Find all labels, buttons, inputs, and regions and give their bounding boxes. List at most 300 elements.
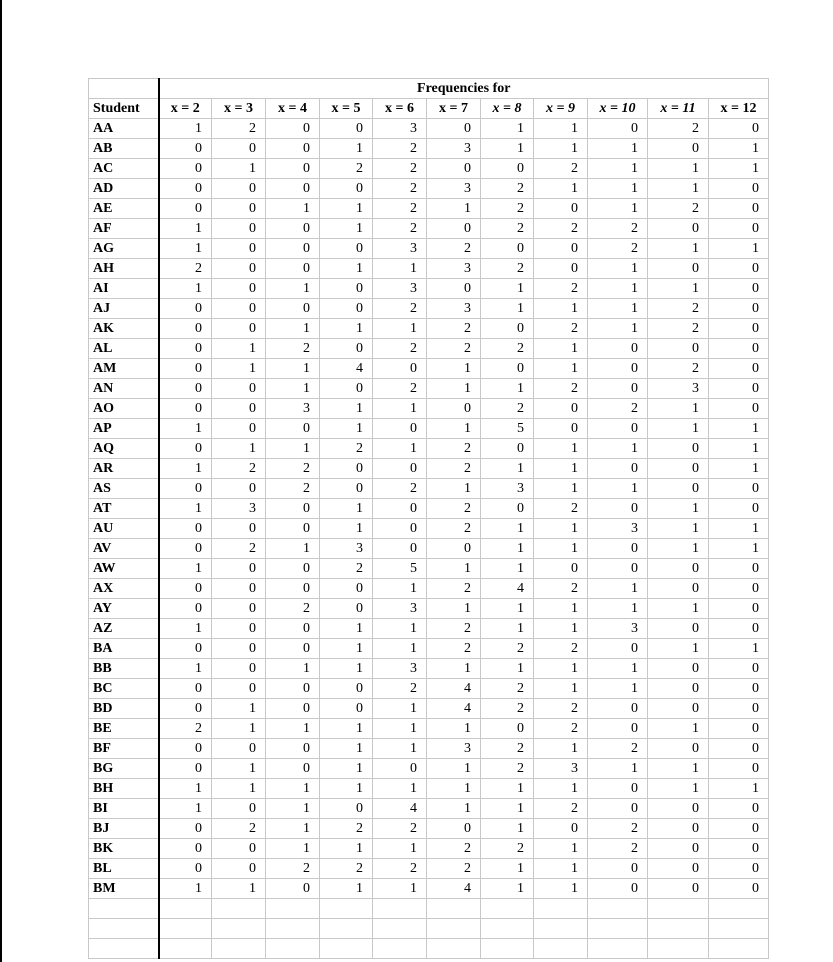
frequency-cell: 0	[648, 479, 709, 499]
frequency-cell: 0	[320, 479, 373, 499]
window-left-border	[0, 0, 2, 962]
frequency-cell: 0	[648, 799, 709, 819]
frequency-cell: 1	[481, 539, 534, 559]
frequency-cell: 0	[320, 599, 373, 619]
empty-cell	[320, 919, 373, 939]
frequency-cell: 0	[212, 839, 266, 859]
frequency-table	[88, 78, 769, 959]
empty-student-cell	[89, 939, 159, 959]
frequency-cell: 1	[427, 379, 481, 399]
frequency-cell: 2	[212, 819, 266, 839]
frequency-cell: 0	[709, 599, 769, 619]
frequency-cell: 2	[373, 479, 427, 499]
frequency-cell: 1	[427, 559, 481, 579]
frequency-cell: 0	[709, 839, 769, 859]
frequency-cell: 1	[588, 139, 648, 159]
frequency-cell: 2	[427, 619, 481, 639]
empty-cell	[212, 899, 266, 919]
frequency-cell: 0	[648, 859, 709, 879]
frequency-cell: 0	[320, 579, 373, 599]
frequency-cell: 2	[320, 819, 373, 839]
frequency-cell: 0	[159, 639, 212, 659]
empty-row	[89, 939, 769, 959]
frequency-cell: 1	[159, 799, 212, 819]
frequency-cell: 3	[534, 759, 588, 779]
frequency-cell: 1	[212, 439, 266, 459]
frequency-cell: 1	[266, 539, 320, 559]
frequency-cell: 0	[709, 759, 769, 779]
frequency-cell: 1	[320, 739, 373, 759]
frequency-cell: 1	[534, 599, 588, 619]
frequency-cell: 1	[534, 659, 588, 679]
student-cell: AS	[89, 479, 159, 499]
frequency-cell: 0	[212, 659, 266, 679]
frequency-cell: 1	[534, 839, 588, 859]
empty-cell	[588, 939, 648, 959]
frequency-cell: 0	[481, 319, 534, 339]
frequency-cell: 0	[159, 699, 212, 719]
empty-cell	[266, 919, 320, 939]
student-cell: BF	[89, 739, 159, 759]
frequency-cell: 0	[427, 119, 481, 139]
frequency-cell: 1	[588, 679, 648, 699]
frequency-cell: 2	[534, 279, 588, 299]
frequency-cell: 1	[212, 159, 266, 179]
frequency-cell: 0	[266, 119, 320, 139]
frequency-cell: 0	[709, 499, 769, 519]
student-cell: AD	[89, 179, 159, 199]
frequency-cell: 0	[159, 319, 212, 339]
empty-cell	[427, 899, 481, 919]
frequency-cell: 0	[159, 539, 212, 559]
frequency-cell: 1	[534, 679, 588, 699]
empty-cell	[427, 919, 481, 939]
frequency-cell: 0	[159, 139, 212, 159]
frequency-cell: 1	[534, 479, 588, 499]
frequency-cell: 1	[159, 279, 212, 299]
empty-cell	[588, 899, 648, 919]
frequency-cell: 0	[709, 859, 769, 879]
empty-student-cell	[89, 899, 159, 919]
frequency-cell: 2	[373, 379, 427, 399]
frequency-cell: 4	[481, 579, 534, 599]
empty-cell	[373, 939, 427, 959]
empty-cell	[481, 919, 534, 939]
frequency-cell: 0	[266, 639, 320, 659]
frequency-cell: 1	[709, 779, 769, 799]
frequency-cell: 1	[159, 659, 212, 679]
frequency-cell: 3	[588, 619, 648, 639]
frequency-cell: 1	[373, 579, 427, 599]
frequency-cell: 1	[427, 719, 481, 739]
frequency-cell: 1	[481, 599, 534, 619]
frequency-cell: 0	[709, 119, 769, 139]
column-header: x = 8	[481, 99, 534, 119]
table-row	[89, 539, 769, 559]
frequency-cell: 0	[266, 619, 320, 639]
frequency-cell: 1	[709, 639, 769, 659]
frequency-cell: 0	[373, 359, 427, 379]
frequency-cell: 1	[534, 459, 588, 479]
table-row	[89, 859, 769, 879]
table-row	[89, 639, 769, 659]
frequency-cell: 3	[373, 279, 427, 299]
student-cell: BL	[89, 859, 159, 879]
frequency-cell: 2	[427, 859, 481, 879]
frequency-cell: 0	[534, 399, 588, 419]
frequency-cell: 0	[320, 299, 373, 319]
frequency-cell: 0	[588, 499, 648, 519]
student-cell: AM	[89, 359, 159, 379]
table-row	[89, 379, 769, 399]
student-cell: BB	[89, 659, 159, 679]
frequency-cell: 1	[648, 419, 709, 439]
frequency-cell: 0	[709, 719, 769, 739]
frequency-cell: 2	[373, 219, 427, 239]
table-row	[89, 439, 769, 459]
frequency-cell: 1	[588, 579, 648, 599]
frequency-cell: 2	[534, 499, 588, 519]
frequency-cell: 0	[212, 479, 266, 499]
frequency-cell: 0	[709, 319, 769, 339]
frequency-cell: 1	[481, 139, 534, 159]
frequency-cell: 1	[427, 599, 481, 619]
frequency-cell: 2	[648, 319, 709, 339]
frequency-cell: 1	[320, 499, 373, 519]
empty-cell	[212, 919, 266, 939]
frequency-cell: 0	[709, 739, 769, 759]
frequency-cell: 1	[481, 819, 534, 839]
table-row	[89, 179, 769, 199]
frequency-cell: 2	[427, 639, 481, 659]
frequency-cell: 1	[534, 539, 588, 559]
frequency-cell: 0	[709, 299, 769, 319]
frequency-cell: 0	[648, 219, 709, 239]
frequency-cell: 2	[481, 639, 534, 659]
frequency-cell: 2	[266, 859, 320, 879]
frequency-cell: 0	[709, 339, 769, 359]
frequency-cell: 2	[481, 759, 534, 779]
empty-cell	[534, 939, 588, 959]
frequency-cell: 1	[709, 419, 769, 439]
frequency-cell: 1	[266, 359, 320, 379]
table-row	[89, 839, 769, 859]
frequency-cell: 1	[266, 839, 320, 859]
frequency-cell: 1	[373, 639, 427, 659]
frequency-cell: 0	[648, 339, 709, 359]
frequency-cell: 1	[320, 839, 373, 859]
frequency-cell: 1	[534, 359, 588, 379]
frequency-cell: 0	[709, 699, 769, 719]
frequency-cell: 2	[648, 119, 709, 139]
frequency-cell: 2	[648, 299, 709, 319]
frequency-cell: 2	[481, 399, 534, 419]
frequency-cell: 0	[212, 139, 266, 159]
frequency-cell: 2	[588, 739, 648, 759]
frequency-cell: 0	[266, 419, 320, 439]
table-row	[89, 559, 769, 579]
frequency-cell: 1	[534, 119, 588, 139]
column-header: x = 6	[373, 99, 427, 119]
frequency-cell: 1	[481, 659, 534, 679]
frequency-cell: 2	[427, 839, 481, 859]
frequency-cell: 1	[481, 299, 534, 319]
frequency-cell: 1	[320, 639, 373, 659]
frequency-cell: 0	[709, 479, 769, 499]
frequency-cell: 1	[373, 739, 427, 759]
frequency-cell: 1	[481, 879, 534, 899]
frequency-cell: 0	[648, 699, 709, 719]
frequency-cell: 2	[648, 199, 709, 219]
empty-cell	[481, 899, 534, 919]
student-cell: AT	[89, 499, 159, 519]
column-header: x = 11	[648, 99, 709, 119]
frequency-cell: 2	[534, 719, 588, 739]
frequency-cell: 2	[427, 239, 481, 259]
frequency-cell: 1	[534, 879, 588, 899]
frequency-cell: 0	[588, 459, 648, 479]
table-row	[89, 799, 769, 819]
frequency-cell: 1	[427, 799, 481, 819]
empty-row	[89, 899, 769, 919]
frequency-cell: 2	[534, 159, 588, 179]
frequency-cell: 1	[373, 319, 427, 339]
frequency-cell: 1	[588, 179, 648, 199]
frequency-cell: 0	[588, 719, 648, 739]
frequency-cell: 1	[588, 659, 648, 679]
frequency-cell: 1	[648, 639, 709, 659]
frequency-cell: 1	[534, 779, 588, 799]
table-row	[89, 579, 769, 599]
frequency-cell: 1	[373, 719, 427, 739]
frequency-cell: 1	[588, 199, 648, 219]
frequency-cell: 0	[159, 759, 212, 779]
student-cell: BE	[89, 719, 159, 739]
frequency-cell: 0	[427, 539, 481, 559]
frequency-cell: 2	[427, 519, 481, 539]
frequency-cell: 0	[648, 459, 709, 479]
frequency-cell: 1	[481, 119, 534, 139]
frequency-cell: 1	[373, 619, 427, 639]
frequency-cell: 0	[588, 779, 648, 799]
frequency-cell: 0	[588, 359, 648, 379]
student-cell: BA	[89, 639, 159, 659]
frequency-cell: 1	[648, 179, 709, 199]
frequency-cell: 2	[427, 319, 481, 339]
frequency-cell: 0	[588, 379, 648, 399]
frequency-cell: 1	[709, 159, 769, 179]
frequency-cell: 3	[373, 599, 427, 619]
frequency-cell: 1	[588, 759, 648, 779]
frequency-cell: 1	[534, 139, 588, 159]
frequency-cell: 2	[588, 239, 648, 259]
student-cell: AF	[89, 219, 159, 239]
frequency-cell: 0	[159, 299, 212, 319]
frequency-cell: 0	[709, 199, 769, 219]
frequency-cell: 0	[266, 739, 320, 759]
frequency-cell: 0	[588, 119, 648, 139]
frequency-cell: 0	[159, 199, 212, 219]
frequency-cell: 1	[159, 559, 212, 579]
frequency-cell: 1	[534, 179, 588, 199]
frequency-cell: 0	[427, 219, 481, 239]
empty-cell	[159, 939, 212, 959]
frequency-cell: 0	[709, 359, 769, 379]
frequency-cell: 0	[709, 399, 769, 419]
frequency-cell: 1	[534, 439, 588, 459]
frequency-cell: 1	[481, 799, 534, 819]
frequency-cell: 0	[320, 119, 373, 139]
frequency-cell: 1	[648, 519, 709, 539]
frequency-cell: 0	[212, 219, 266, 239]
frequency-cell: 2	[373, 859, 427, 879]
student-cell: AE	[89, 199, 159, 219]
frequency-cell: 2	[373, 179, 427, 199]
table-row	[89, 759, 769, 779]
empty-cell	[427, 939, 481, 959]
frequency-cell: 1	[427, 479, 481, 499]
frequency-cell: 0	[709, 379, 769, 399]
frequency-cell: 0	[373, 539, 427, 559]
frequency-cell: 1	[588, 299, 648, 319]
frequency-cell: 1	[212, 339, 266, 359]
student-cell: BJ	[89, 819, 159, 839]
frequency-cell: 0	[481, 239, 534, 259]
frequency-cell: 0	[212, 419, 266, 439]
frequency-cell: 2	[159, 259, 212, 279]
frequency-cell: 0	[648, 259, 709, 279]
frequency-cell: 2	[373, 679, 427, 699]
frequency-cell: 2	[534, 799, 588, 819]
frequency-cell: 0	[534, 819, 588, 839]
frequency-cell: 1	[709, 459, 769, 479]
frequency-cell: 0	[534, 199, 588, 219]
frequency-cell: 2	[481, 839, 534, 859]
table-row	[89, 699, 769, 719]
table-row	[89, 279, 769, 299]
frequency-cell: 2	[266, 459, 320, 479]
frequency-cell: 2	[481, 699, 534, 719]
table-row	[89, 219, 769, 239]
student-cell: AR	[89, 459, 159, 479]
frequency-cell: 0	[709, 219, 769, 239]
frequency-cell: 1	[320, 519, 373, 539]
frequency-cell: 0	[320, 679, 373, 699]
frequency-cell: 1	[266, 199, 320, 219]
frequency-cell: 0	[588, 859, 648, 879]
student-cell: AU	[89, 519, 159, 539]
empty-cell	[709, 919, 769, 939]
table-row	[89, 619, 769, 639]
student-column-header: Student	[89, 99, 159, 119]
frequency-cell: 2	[373, 139, 427, 159]
frequency-cell: 0	[709, 279, 769, 299]
frequency-cell: 0	[266, 219, 320, 239]
table-row	[89, 719, 769, 739]
frequency-cell: 3	[373, 659, 427, 679]
frequency-cell: 2	[212, 119, 266, 139]
student-cell: AN	[89, 379, 159, 399]
column-header: x = 12	[709, 99, 769, 119]
frequency-cell: 1	[159, 219, 212, 239]
student-cell: BH	[89, 779, 159, 799]
student-cell: AZ	[89, 619, 159, 639]
student-cell: AW	[89, 559, 159, 579]
frequency-cell: 1	[481, 519, 534, 539]
frequency-cell: 0	[159, 519, 212, 539]
frequency-cell: 1	[709, 439, 769, 459]
frequency-cell: 1	[588, 159, 648, 179]
frequency-cell: 0	[159, 439, 212, 459]
frequency-cell: 0	[648, 559, 709, 579]
frequency-cell: 0	[648, 579, 709, 599]
frequency-cell: 0	[212, 739, 266, 759]
frequency-cell: 1	[709, 139, 769, 159]
frequency-cell: 1	[266, 319, 320, 339]
frequency-cell: 2	[588, 819, 648, 839]
frequency-cell: 1	[212, 879, 266, 899]
frequency-cell: 1	[481, 279, 534, 299]
frequency-cell: 1	[588, 439, 648, 459]
frequency-cell: 2	[266, 599, 320, 619]
frequency-cell: 0	[320, 239, 373, 259]
frequency-cell: 0	[266, 759, 320, 779]
frequency-cell: 0	[212, 319, 266, 339]
frequency-cell: 0	[534, 559, 588, 579]
frequency-cell: 0	[212, 639, 266, 659]
frequency-cell: 0	[266, 159, 320, 179]
frequency-cell: 1	[648, 719, 709, 739]
frequency-cell: 1	[159, 879, 212, 899]
frequency-cell: 0	[648, 819, 709, 839]
frequency-cell: 0	[648, 739, 709, 759]
frequency-cell: 0	[212, 199, 266, 219]
table-row	[89, 779, 769, 799]
frequency-cell: 0	[159, 159, 212, 179]
frequency-cell: 1	[320, 199, 373, 219]
frequency-cell: 1	[648, 539, 709, 559]
frequency-cell: 1	[320, 659, 373, 679]
frequency-cell: 1	[588, 479, 648, 499]
frequency-cell: 1	[320, 319, 373, 339]
frequency-cell: 2	[427, 459, 481, 479]
table-row	[89, 119, 769, 139]
frequency-cell: 0	[320, 459, 373, 479]
frequency-cell: 3	[427, 739, 481, 759]
frequency-cell: 2	[320, 559, 373, 579]
frequency-cell: 0	[373, 459, 427, 479]
frequency-cell: 0	[212, 679, 266, 699]
frequency-cell: 2	[588, 839, 648, 859]
frequency-cell: 1	[534, 519, 588, 539]
frequency-cell: 3	[212, 499, 266, 519]
frequency-cell: 0	[481, 719, 534, 739]
empty-cell	[481, 939, 534, 959]
frequency-cell: 1	[320, 419, 373, 439]
frequency-cell: 0	[320, 699, 373, 719]
frequency-cell: 1	[212, 759, 266, 779]
frequency-cell: 0	[588, 419, 648, 439]
frequency-cell: 1	[534, 619, 588, 639]
frequency-cell: 0	[159, 479, 212, 499]
frequency-cell: 1	[159, 119, 212, 139]
frequency-cell: 1	[212, 699, 266, 719]
frequency-cell: 2	[427, 439, 481, 459]
frequency-cell: 1	[320, 399, 373, 419]
frequency-cell: 1	[320, 619, 373, 639]
frequency-cell: 1	[648, 279, 709, 299]
column-header: x = 4	[266, 99, 320, 119]
